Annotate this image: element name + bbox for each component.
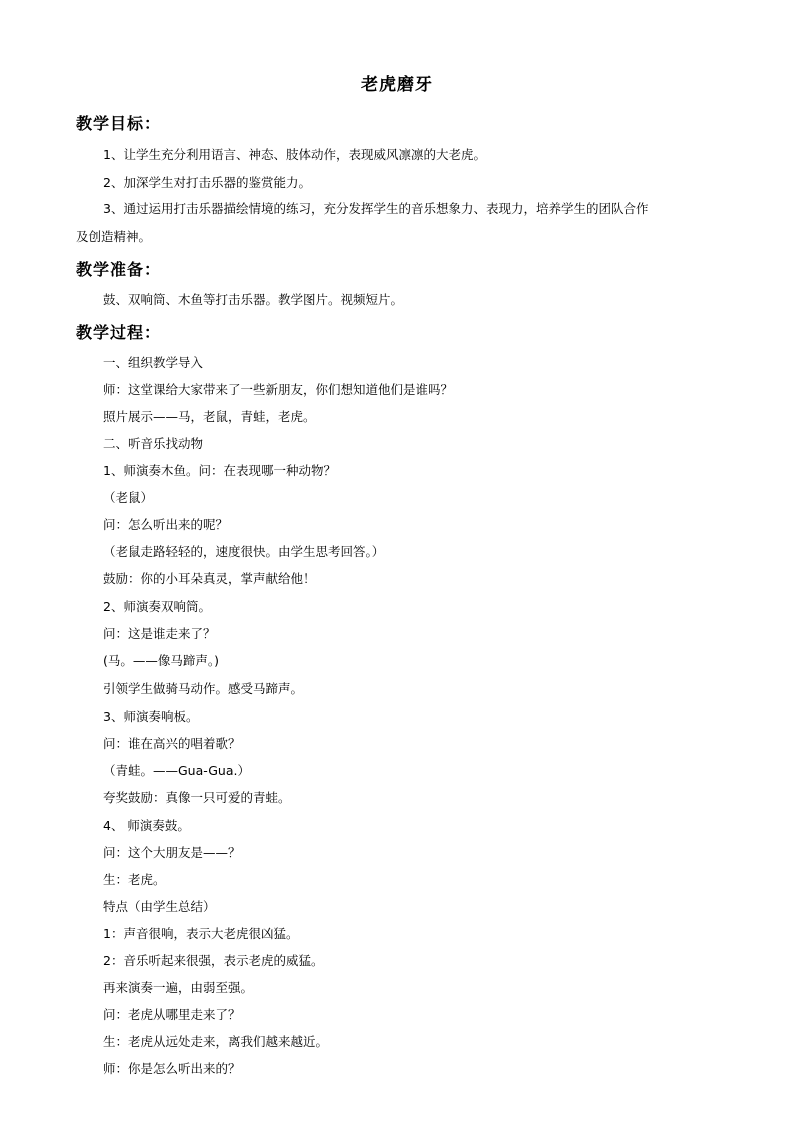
process-line: 生：老虎。 (103, 872, 166, 887)
process-line: 2、师演奏双响筒。 (103, 599, 211, 614)
process-line: 师：你是怎么听出来的？ (103, 1061, 241, 1076)
process-heading: 教学过程： (76, 323, 162, 342)
document-title: 老虎磨牙 (361, 75, 433, 95)
preparation-heading: 教学准备： (76, 260, 162, 279)
process-line: 再来演奏一遍，由弱至强。 (103, 980, 254, 995)
process-line: 师：这堂课给大家带来了一些新朋友，你们想知道他们是谁吗？ (103, 382, 454, 397)
preparation-item: 鼓、双响筒、木鱼等打击乐器。教学图片。视频短片。 (103, 292, 404, 307)
process-line: (马。——像马蹄声。) (103, 653, 220, 668)
goals-heading: 教学目标： (76, 114, 162, 133)
process-line: （老鼠走路轻轻的，速度很快。由学生思考回答。） (103, 544, 385, 559)
goal-item-2: 2、加深学生对打击乐器的鉴赏能力。 (103, 175, 311, 190)
process-line: 特点（由学生总结） (103, 899, 216, 914)
process-line: 2：音乐听起来很强，表示老虎的威猛。 (103, 953, 324, 968)
process-line: 问：谁在高兴的唱着歌？ (103, 736, 241, 751)
process-line: 鼓励：你的小耳朵真灵，掌声献给他！ (103, 571, 316, 586)
goal-item-3-continued: 及创造精神。 (76, 229, 152, 244)
process-line: 问：这个大朋友是——？ (103, 845, 241, 860)
process-line: 引领学生做骑马动作。感受马蹄声。 (103, 681, 304, 696)
process-line: 3、师演奏响板。 (103, 709, 199, 724)
process-line: 问：怎么听出来的呢？ (103, 517, 229, 532)
process-line: （青蛙。——Gua-Gua.） (103, 763, 250, 778)
process-line: （老鼠） (103, 490, 154, 505)
process-line: 1、师演奏木鱼。问：在表现哪一种动物？ (103, 463, 336, 478)
process-line: 二、听音乐找动物 (103, 436, 204, 451)
goal-item-1: 1、让学生充分利用语言、神态、肢体动作，表现威风凛凛的大老虎。 (103, 147, 486, 162)
process-line: 一、组织教学导入 (103, 355, 204, 370)
process-line: 问：老虎从哪里走来了？ (103, 1007, 241, 1022)
process-line: 夸奖鼓励：真像一只可爱的青蛙。 (103, 790, 291, 805)
process-line: 生：老虎从远处走来，离我们越来越近。 (103, 1034, 329, 1049)
process-line: 4、 师演奏鼓。 (103, 818, 190, 833)
process-line: 1：声音很响，表示大老虎很凶猛。 (103, 926, 299, 941)
process-line: 照片展示——马，老鼠，青蛙，老虎。 (103, 409, 316, 424)
goal-item-3: 3、通过运用打击乐器描绘情境的练习，充分发挥学生的音乐想象力、表现力，培养学生的团队合作 (103, 201, 649, 216)
process-line: 问：这是谁走来了？ (103, 626, 216, 641)
